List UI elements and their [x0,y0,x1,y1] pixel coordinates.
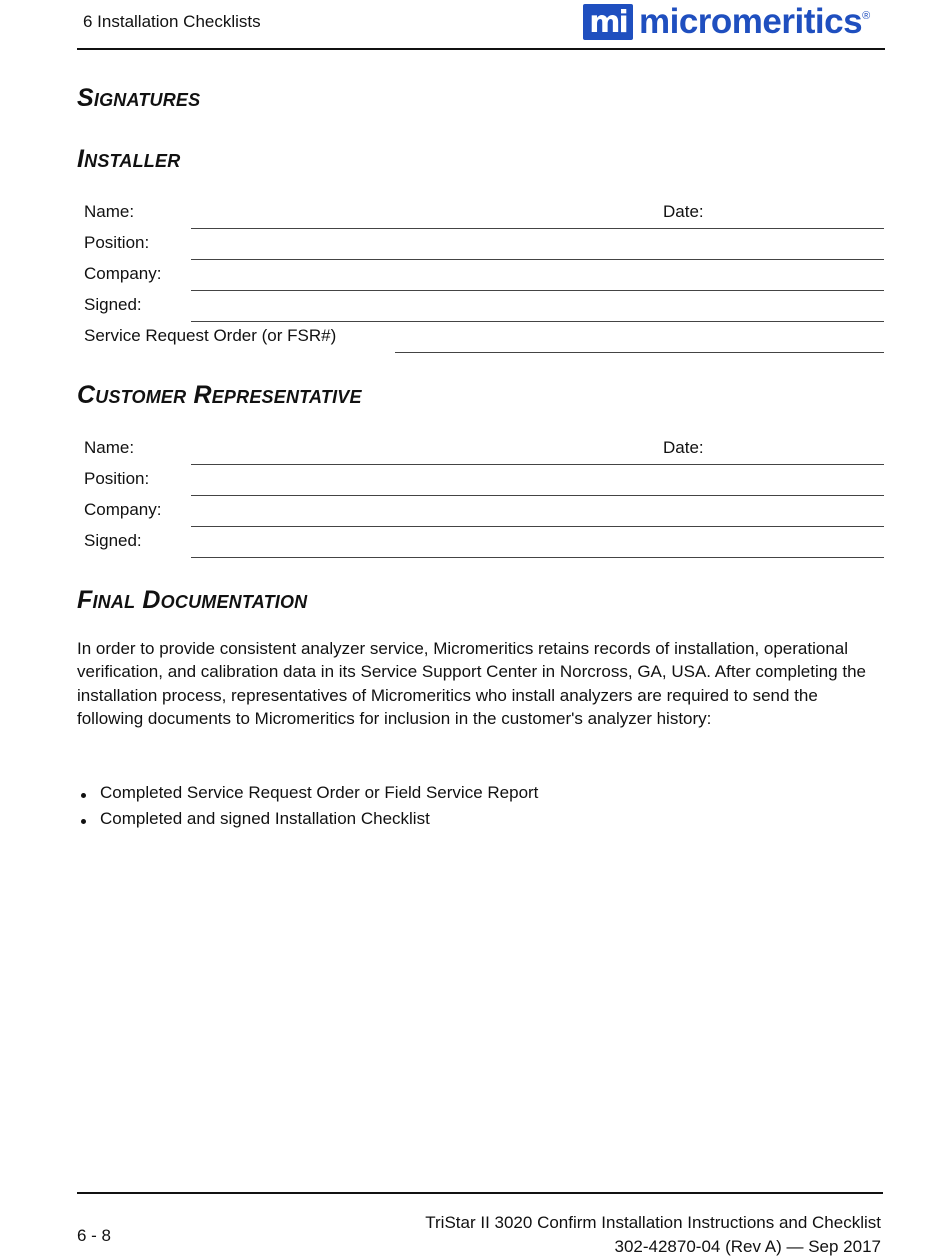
installer-heading: Installer [77,145,181,173]
final-documentation-paragraph: In order to provide consistent analyzer service, Micromeritics retains records of installation, operational verification, and calibration data in its Service Support Center in Norcross, GA, USA. After completing the installation process, representatives of Micromeritics who install analyzers are required to send the following documents to Micromeritics for inclusion in the customer's analyzer history: [77,639,866,728]
customer-name-label: Name: [84,438,135,457]
customer-name-date-field[interactable] [191,464,884,465]
final-documentation-heading: Final Documentation [77,586,308,614]
customer-rep-heading: Customer Representative [77,381,362,409]
header-divider [77,48,885,50]
installer-signed-field[interactable] [191,321,884,322]
chapter-title: 6 Installation Checklists [83,12,261,31]
customer-signed-field[interactable] [191,557,884,558]
footer-divider [77,1192,883,1194]
customer-company-label: Company: [84,500,162,519]
installer-date-label: Date: [663,202,704,221]
micromeritics-logo [583,2,870,42]
installer-name-date-field[interactable] [191,228,884,229]
page-number: 6 - 8 [77,1226,112,1245]
footer-document-title: TriStar II 3020 Confirm Installation Instructions and Checklist [425,1213,881,1232]
installer-sro-label: Service Request Order (or FSR#) [84,326,337,345]
installer-position-field[interactable] [191,259,884,260]
footer-document-number: 302-42870-04 (Rev A) — Sep 2017 [614,1237,881,1256]
list-item: Completed and signed Installation Checklist [77,807,877,833]
installer-position-label: Position: [84,233,150,252]
customer-position-field[interactable] [191,495,884,496]
customer-company-field[interactable] [191,526,884,527]
registered-mark: ® [862,10,871,22]
customer-date-label: Date: [663,438,704,457]
signatures-heading: Signatures [77,84,201,112]
logo-wordmark: micromeritics [639,2,863,41]
customer-signed-label: Signed: [84,531,142,550]
installer-company-field[interactable] [191,290,884,291]
list-item: Completed Service Request Order or Field Service Report [77,781,877,807]
logo-mark-icon: mi [583,4,633,40]
installer-signed-label: Signed: [84,295,142,314]
installer-sro-field[interactable] [395,352,884,353]
installer-name-label: Name: [84,202,135,221]
customer-position-label: Position: [84,469,150,488]
documents-list [77,781,877,833]
installer-company-label: Company: [84,264,162,283]
